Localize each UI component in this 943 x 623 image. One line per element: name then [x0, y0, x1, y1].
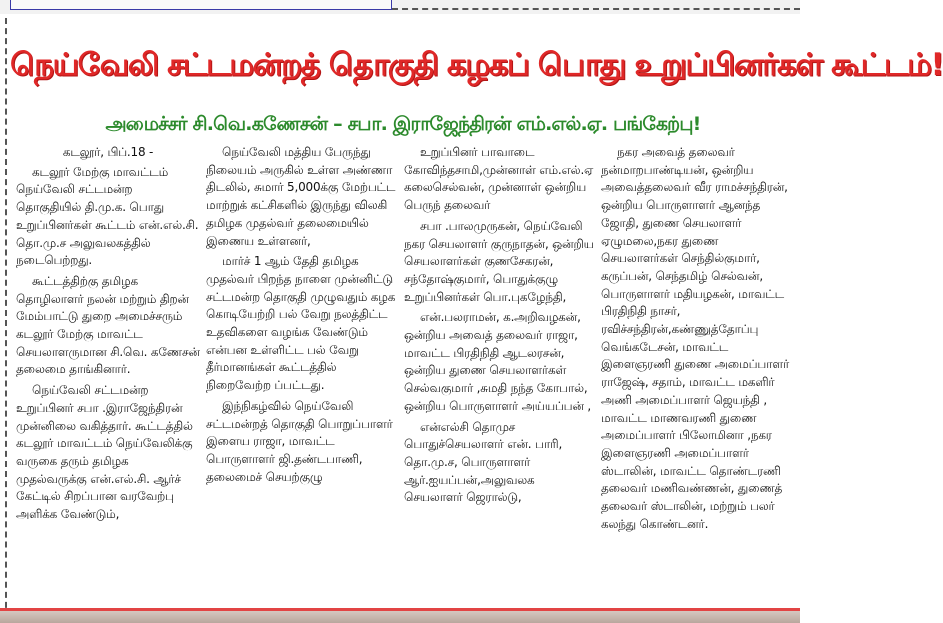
- paragraph: கூட்டத்திற்கு தமிழக தொழிலாளர் நலன் மற்றும் திறன் மேம்பாட்டு துறை அமைச்சரும் கடலூர் மேற்கு மாவட்ட செயலாளருமான சி.வெ. கணேசன் தலைமை தாங்கினார்.: [16, 273, 200, 377]
- dateline: கடலூர், பிப்.18 -: [62, 145, 154, 159]
- paragraph: சபா .பாலமுருகன், நெய்வேலி நகர செயலாளர் குருநாதன், ஒன்றிய செயலாளர்கள் குணசேகரன், சந்தோஷ்குமார், பொதுக்குழு உறுப்பினர்கள் பொ.புகழேந்தி,: [404, 218, 594, 304]
- top-divider: [392, 8, 800, 10]
- article-column-4: [601, 144, 794, 606]
- paragraph: மார்ச் 1 ஆம் தேதி தமிழக முதல்வர் பிறந்த நாளை முன்னிட்டு சட்டமன்ற தொகுதி முழுவதும் கழக கொடியேற்றி பல் வேறு நலத்திட்ட உதவிகளை வழங்க வேண்டும் என்பன உள்ளிட்ட பல் வேறு தீர்மானங்கள் கூட்டத்தில் நிறைவேற்ற ப்பட்டது.: [206, 254, 396, 393]
- headline: நெய்வேலி சட்டமன்றத் தொகுதி கழகப் பொது உறுப்பினர்கள் கூட்டம்!: [10, 47, 943, 83]
- left-divider: [5, 18, 7, 618]
- paragraph: உறுப்பினர் பாவாடை கோவிந்தசாமி,முன்னாள் எம்.எல்.ஏ கலைசெல்வன், முன்னாள் ஒன்றிய பெருந் தலைவர்: [404, 145, 594, 213]
- paragraph: நகர அவைத் தலைவர் நன்மாறபாண்டியன், ஒன்றிய அவைத்தலைவர் வீர ராமச்சந்திரன், ஒன்றிய பொருளாளர் ஆனந்த ஜோதி, துணை செயலாளர் ஏழுமலை,நகர துணை செயலாளர்கள் செந்தில்குமார், கருப்பன், செந்தமிழ் செல்வன், பொருளாளர் மதியழகன், மாவட்ட பிரதிநிதி நாசர், ரவிச்சந்திரன்,கண்ணுத்தோப்பு வெங்கடேசன், மாவட்ட இளைஞரணி துணை அமைப்பாளர் ராஜேஷ், சதாம், மாவட்ட மகளிர் அணி அமைப்பாளர் ஜெயந்தி , மாவட்ட மாணவரணி துணை அமைப்பாளர் பிலோமினா ,நகர இளைஞரணி அமைப்பாளர் ஸ்டாலின், மாவட்ட தொண்டரணி தலைவர் மணிவண்ணன், துணைத் தலைவர் ஸ்டாலின், மற்றும் பலர் கலந்து கொண்டனர்.: [601, 145, 790, 531]
- article-column-3: [404, 144, 594, 606]
- paragraph: என்எல்சி தொமுச பொதுச்செயலாளர் என். பாரி, தொ.மு.ச, பொருளாளர் ஆர்.ஐயப்பன்,அலுவலக செயலாளர் ஜெரால்டு,: [404, 419, 563, 505]
- paragraph: நெய்வேலி மத்திய பேருந்து நிலையம் அருகில் உள்ள அண்ணா திடலில், சுமார் 5,000க்கு மேற்பட்ட மாற்றுக் கட்சிகளில் இருந்து விலகி தமிழக முதல்வர் தலைமையில் இணைய உள்ளனர்,: [206, 145, 396, 248]
- previous-article-box: [10, 0, 392, 10]
- subheadline: அமைச்சர் சி.வெ.கணேசன் – சபா. இராஜேந்திரன் எம்.எல்.ஏ. பங்கேற்பு!: [105, 113, 701, 135]
- next-article-strip: [0, 608, 800, 623]
- paragraph: கடலூர் மேற்கு மாவட்டம் நெய்வேலி சட்டமன்ற தொகுதியில் தி.மு.க. பொது உறுப்பினர்கள் கூட்டம் என்.எல்.சி. தொ.மு.ச அலுவலகத்தில் நடைபெற்றது.: [16, 164, 199, 268]
- paragraph: என்.பலராமன், க.அறிவழகன், ஒன்றிய அவைத் தலைவர் ராஜா, மாவட்ட பிரதிநிதி ஆடலரசன், ஒன்றிய துணை செயலாளர்கள் செல்வகுமார் ,சுமதி நந்த கோபால், ஒன்றிய பொருளாளர் அய்யப்பன் ,: [404, 310, 592, 413]
- article-column-2: [206, 144, 396, 606]
- article-column-1: [16, 144, 200, 606]
- paragraph: இந்நிகழ்வில் நெய்வேலி சட்டமன்றத் தொகுதி பொறுப்பாளர் இளைய ராஜா, மாவட்ட பொருளாளர் ஜி.தண்டபாணி, தலைமைச் செயற்குழு: [206, 398, 393, 484]
- paragraph: நெய்வேலி சட்டமன்ற உறுப்பினர் சபா .இராஜேந்திரன் முன்னிலை வகித்தார். கூட்டத்தில் கடலூர் மாவட்டம் நெய்வேலிக்கு வருகை தரும் தமிழக முதல்வருக்கு என்.எல்.சி. ஆர்ச் கேட்டில் சிறப்பான வரவேற்பு அளிக்க வேண்டும்,: [16, 383, 193, 522]
